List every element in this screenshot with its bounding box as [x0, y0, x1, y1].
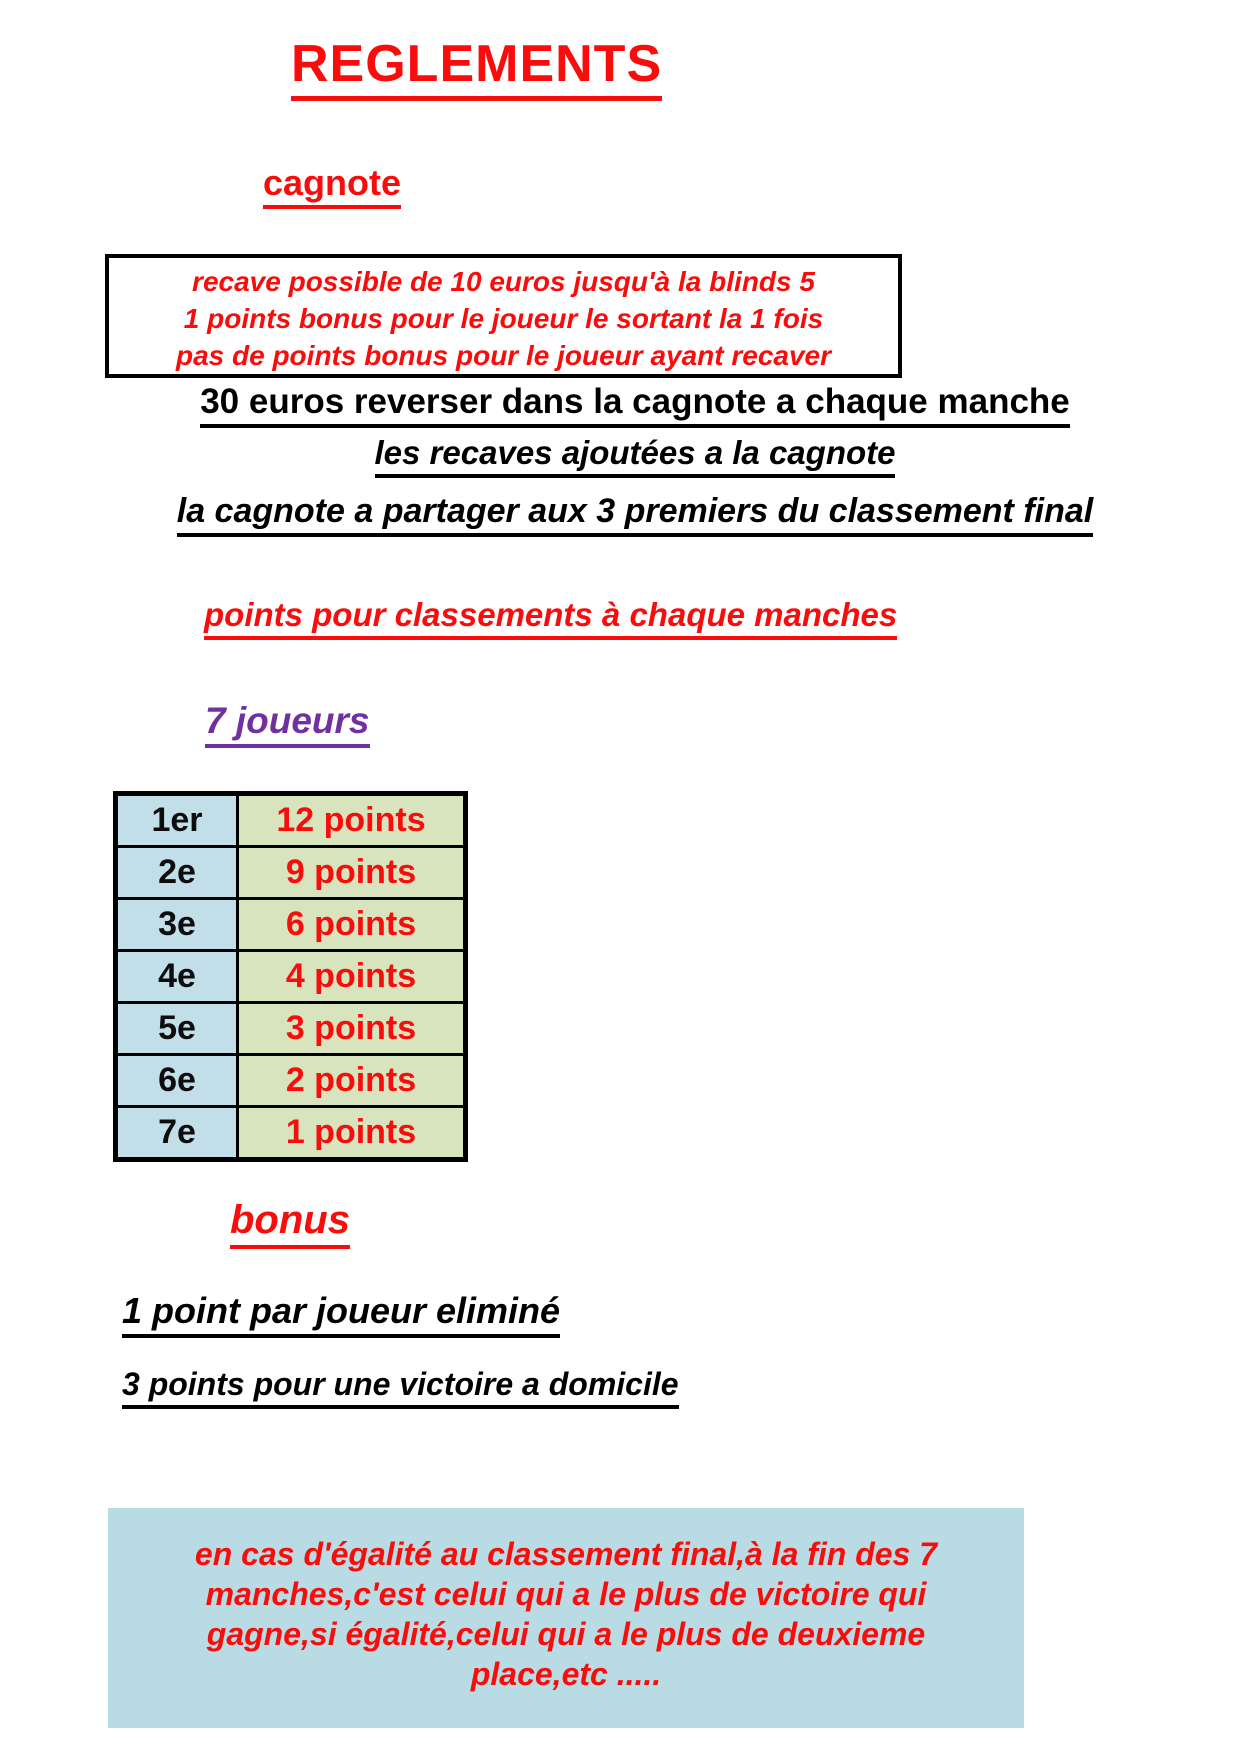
players-count-heading: 7 joueurs — [205, 700, 370, 748]
bonus-heading: bonus — [230, 1198, 350, 1249]
recave-box-line: pas de points bonus pour le joueur ayant recaver — [175, 340, 832, 371]
rank-cell: 4e — [116, 951, 238, 1003]
tiebreak-note-line: place,etc ..... — [470, 1656, 662, 1692]
recave-box-line: 1 points bonus pour le joueur le sortant la 1 fois — [183, 303, 824, 334]
cagnote-rule-recaves: les recaves ajoutées a la cagnote — [100, 434, 1170, 478]
table-row — [116, 1055, 466, 1107]
cagnote-heading: cagnote — [263, 162, 401, 209]
bonus-rule-eliminated: 1 point par joueur eliminé — [122, 1290, 560, 1338]
points-cell: 1 points — [238, 1107, 466, 1160]
recave-rules-box — [105, 254, 902, 378]
rank-cell: 7e — [116, 1107, 238, 1160]
tiebreak-note-box — [108, 1508, 1024, 1728]
table-row — [116, 899, 466, 951]
table-row — [116, 794, 466, 847]
points-cell: 6 points — [238, 899, 466, 951]
page-title: REGLEMENTS — [291, 34, 662, 101]
recave-box-line: recave possible de 10 euros jusqu'à la blinds 5 — [192, 266, 815, 297]
points-cell: 3 points — [238, 1003, 466, 1055]
points-table — [113, 791, 468, 1162]
rank-cell: 1er — [116, 794, 238, 847]
table-row — [116, 1107, 466, 1160]
bonus-rule-home-win: 3 points pour une victoire a domicile — [122, 1366, 679, 1409]
rank-cell: 3e — [116, 899, 238, 951]
table-row — [116, 847, 466, 899]
cagnote-rule-30-euros: 30 euros reverser dans la cagnote a chaque manche — [100, 382, 1170, 428]
tiebreak-note-line: en cas d'égalité au classement final,à la fin des 7 — [194, 1536, 938, 1572]
rank-cell: 6e — [116, 1055, 238, 1107]
table-row — [116, 1003, 466, 1055]
tiebreak-note-line: manches,c'est celui qui a le plus de victoire qui — [205, 1576, 927, 1612]
tiebreak-note-line: gagne,si égalité,celui qui a le plus de deuxieme — [206, 1616, 926, 1652]
table-row — [116, 951, 466, 1003]
points-cell: 2 points — [238, 1055, 466, 1107]
cagnote-rule-partager: la cagnote a partager aux 3 premiers du classement final — [100, 492, 1170, 537]
points-cell: 12 points — [238, 794, 466, 847]
points-cell: 9 points — [238, 847, 466, 899]
rank-cell: 2e — [116, 847, 238, 899]
points-section-heading: points pour classements à chaque manches — [204, 596, 897, 640]
points-cell: 4 points — [238, 951, 466, 1003]
rank-cell: 5e — [116, 1003, 238, 1055]
